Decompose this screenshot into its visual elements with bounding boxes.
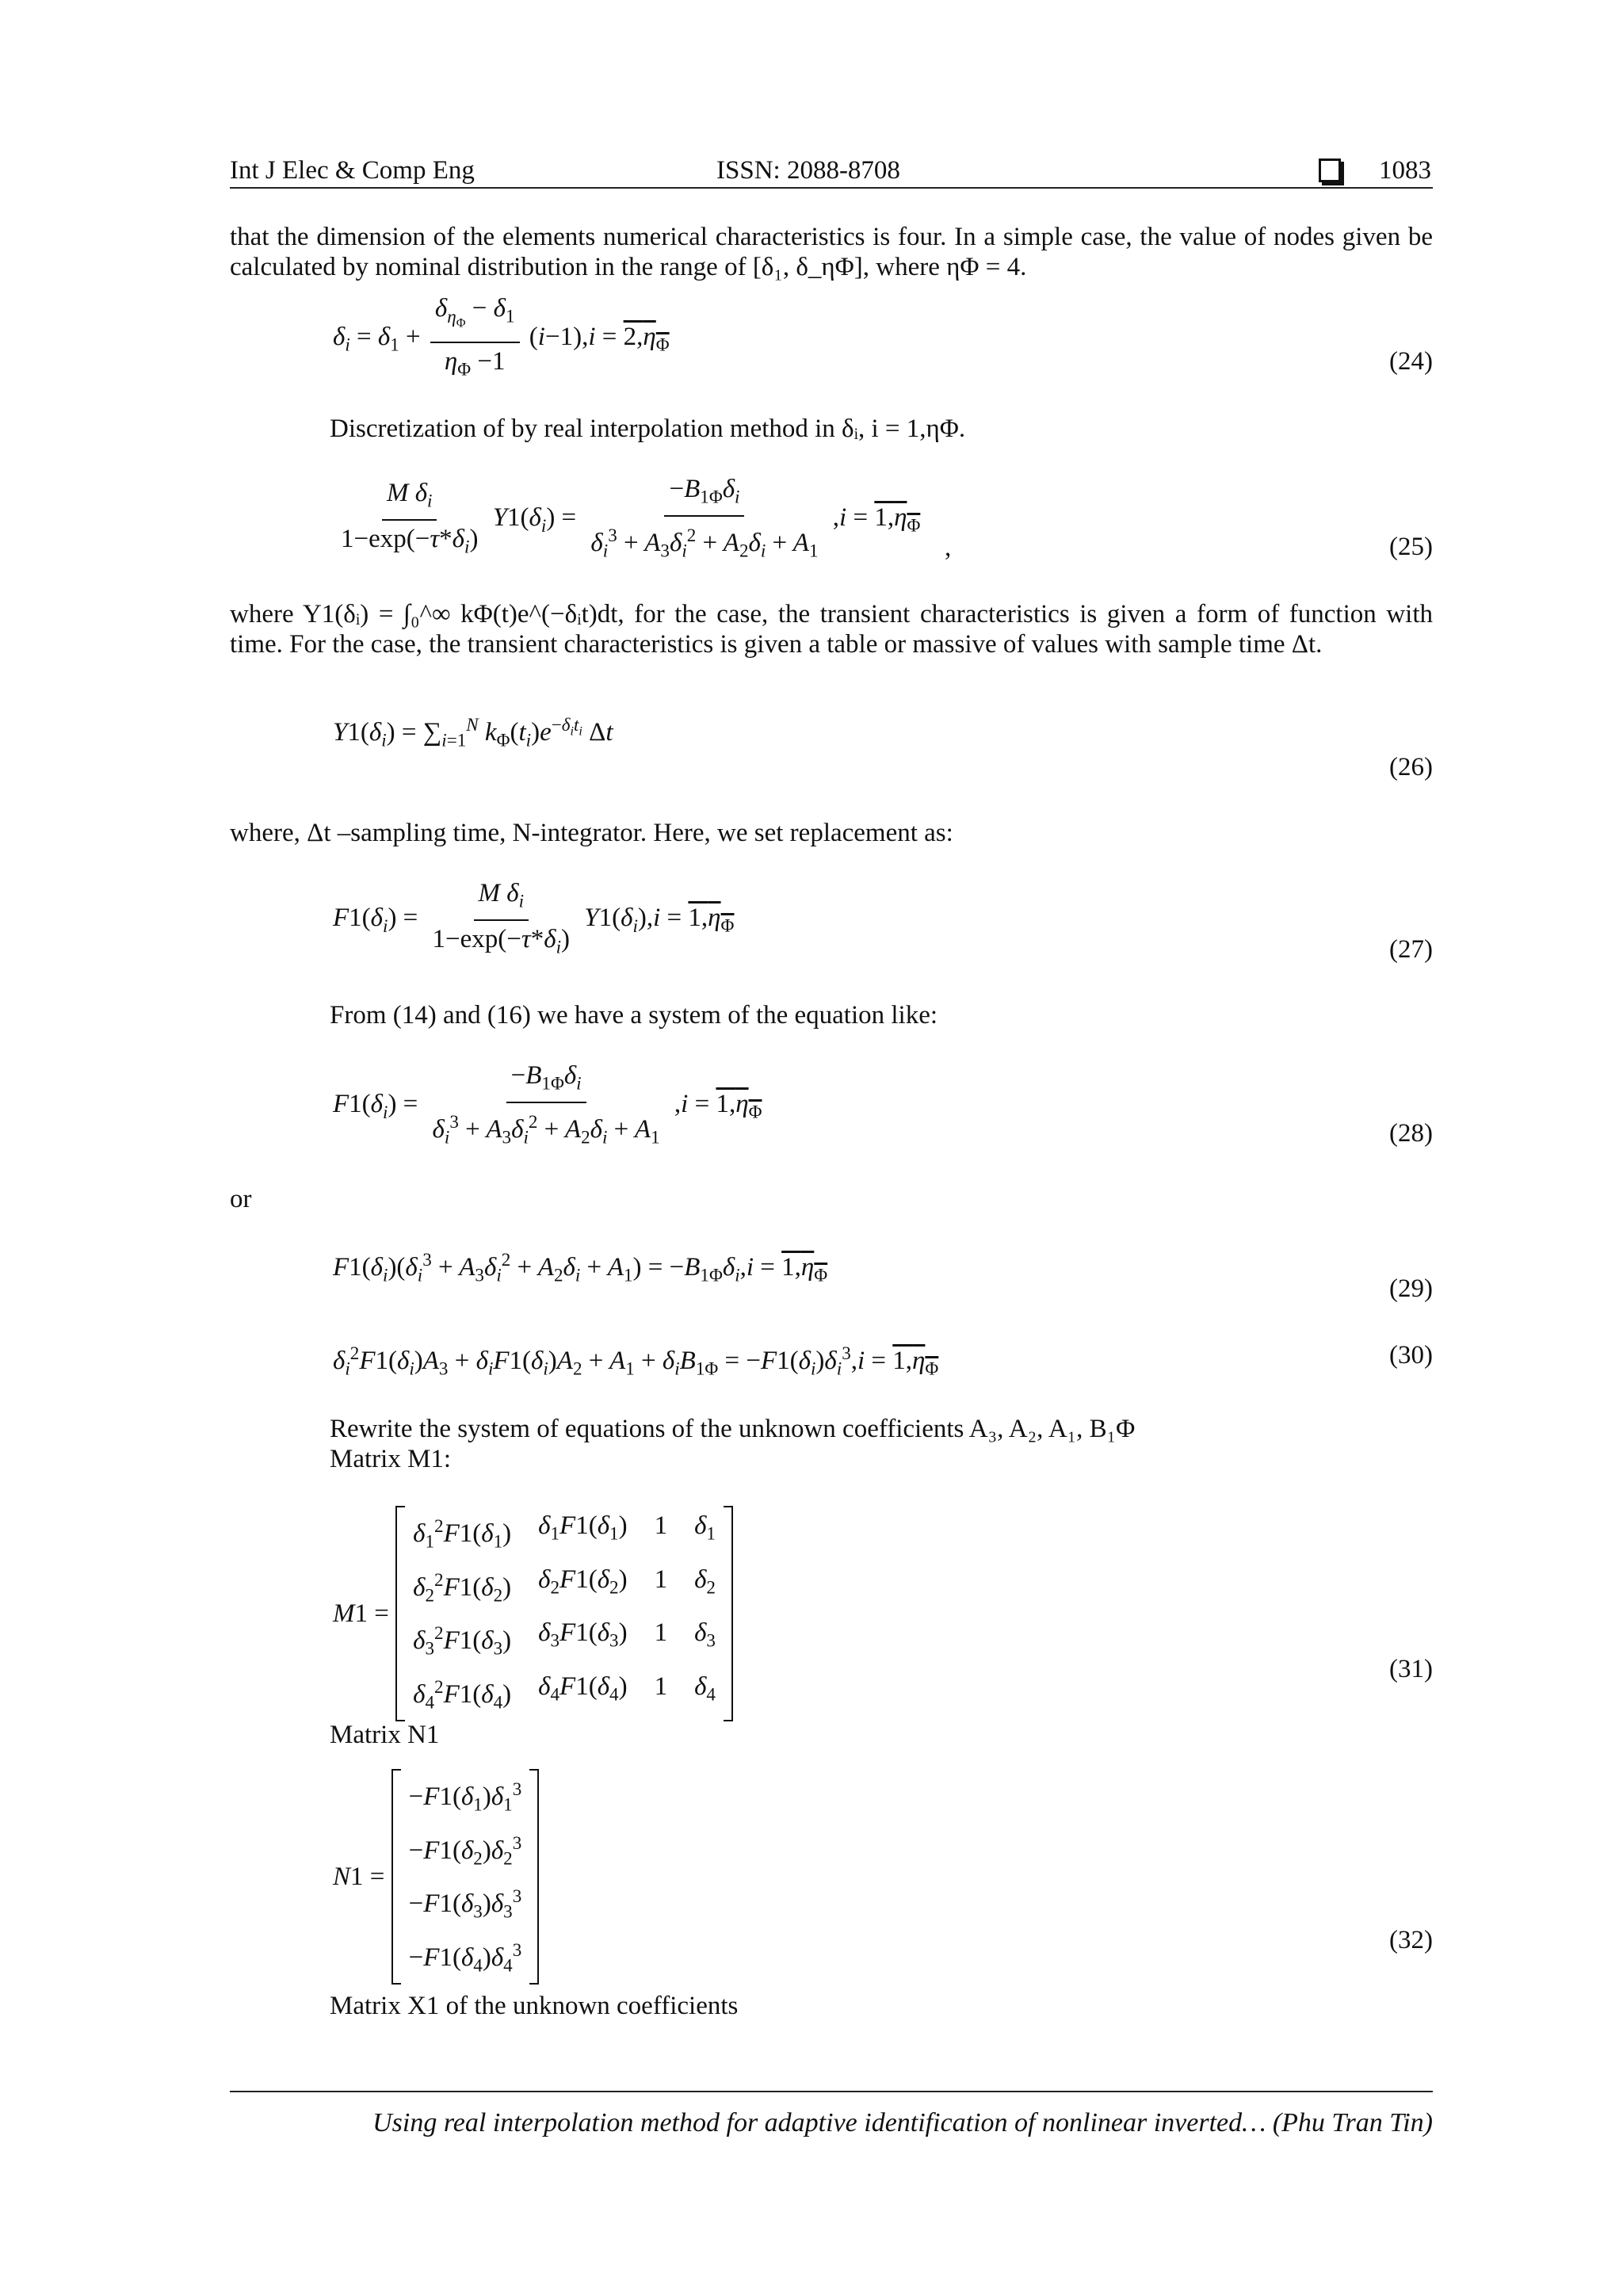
footer-rule xyxy=(230,2091,1433,2092)
equation-26: $Y1(\delta_i) = \sum_{i=1}^N$ $k_\Phi(t_i)e^{-\delta_it_i}$ Δt xyxy=(333,714,613,751)
equation-27: $F1(\delta_i)$ = $\frac{M \delta_i}{1-\exp(-\tau*\delta_i)}$ $Y1(\delta_i),i = 1,\eta_\Phi$ xyxy=(333,879,735,957)
equation-24: $\delta_i = \delta_1$ + $\frac{\delta_{\eta_\Phi} - \delta_1}{\eta_\Phi -1}$ $(i-1),i = 2,\eta_\Phi$ xyxy=(333,294,670,380)
equation-28: $F1(\delta_i)$ = $\frac{-B_{1\Phi}\delta_i}{\delta_i^3 + A_3\delta_i^2 + A_2\delta_i + A_1}$ $,i = 1,\eta_\Phi$ xyxy=(333,1061,762,1148)
square-bullet-icon xyxy=(1319,159,1341,182)
label-matrix-x1: Matrix X1 of the unknown coefficients xyxy=(330,1992,739,2020)
equation-number-27: (27) xyxy=(1389,935,1433,964)
equation-number-24: (24) xyxy=(1389,347,1433,376)
equation-number-31: (31) xyxy=(1389,1655,1433,1683)
paragraph-or: or xyxy=(230,1185,252,1213)
page-number: 1083 xyxy=(1379,156,1431,185)
equation-31-matrix-m1: M1 = $\delta_1^2F1(\delta_1)$ $\delta_1F1(\delta_1)$ 1 $\delta_1$ $\delta_2^2F1(\delta_2)$ $\delta_2F1(\delta_2)$ 1 $\delta_2$ $\delta_3^2F1(\delta_3)$ $\delta_3F1(\delta_3)$ 1 $\delta_3$ $\delta_4^2F1(\delta_4)$ $\delta_4F1(\delta_4)$ 1 $\delta_4$ xyxy=(333,1506,733,1721)
equation-30: $\delta_i^2F1(\delta_i)A_3 + \delta_iF1(\delta_i)A_2 + A_1 + \delta_iB_{1\Phi} = -F1(\delta_i)\delta_i^3,i = 1,\eta_\Phi$ xyxy=(333,1343,939,1379)
equation-number-32: (32) xyxy=(1389,1926,1433,1954)
equation-number-30: (30) xyxy=(1389,1341,1433,1370)
journal-name: Int J Elec & Comp Eng xyxy=(230,156,475,185)
running-title: Using real interpolation method for adaptive identification of nonlinear inverted… (Phu Tran Tin) xyxy=(372,2108,1433,2137)
equation-number-29: (29) xyxy=(1389,1274,1433,1303)
label-matrix-m1: Matrix M1: xyxy=(330,1445,452,1473)
paragraph-intro: that the dimension of the elements numerical characteristics is four. In a simple case, the value of nodes given be calculated by nominal distribution in the range of [δ₁, δ_ηΦ], where ηΦ = 4. xyxy=(230,223,1433,281)
label-matrix-n1: Matrix N1 xyxy=(330,1721,440,1749)
issn: ISSN: 2088-8708 xyxy=(716,156,900,185)
equation-25: $\frac{M \delta_i}{1-\exp(-\tau*\delta_i)}$ $Y1(\delta_i)$ = $\frac{-B_{1\Phi}\delta_i}{\delta_i^3 + A_3\delta_i^2 + A_2\delta_i + A_1}$ $,i = 1,\eta_\Phi$ xyxy=(341,475,921,561)
equation-32-matrix-n1: N1 = $-F1(\delta_1)\delta_1^3$ $-F1(\delta_2)\delta_2^3$ $-F1(\delta_3)\delta_3^3$ $-F1(\delta_4)\delta_4^3$ xyxy=(333,1769,539,1985)
paragraph-where-y1: where Y1(δᵢ) = ∫₀^∞ kΦ(t)e^(−δᵢt)dt, for the case, the transient characteristics is given a form of function with time. For the case, the transient characteristics is given a table or massive of values with sample time Δt. xyxy=(230,600,1433,659)
equation-29: $F1(\delta_i)(\delta_i^3 + A_3\delta_i^2 + A_2\delta_i + A_1) = -B_{1\Phi}\delta_i,i = 1,\eta_\Phi$ xyxy=(333,1249,828,1286)
equation-number-26: (26) xyxy=(1389,753,1433,781)
equation-number-28: (28) xyxy=(1389,1119,1433,1148)
header-rule xyxy=(230,187,1433,189)
paragraph-system: From (14) and (16) we have a system of the equation like: xyxy=(330,1001,938,1030)
paragraph-sampling: where, Δt –sampling time, N-integrator. Here, we set replacement as: xyxy=(230,819,953,847)
equation-number-25: (25) xyxy=(1389,533,1433,561)
paragraph-rewrite: Rewrite the system of equations of the unknown coefficients A₃, A₂, A₁, B₁Φ xyxy=(330,1415,1136,1443)
paragraph-discretization: Discretization of by real interpolation method in δᵢ, i = 1,ηΦ. xyxy=(330,415,966,443)
